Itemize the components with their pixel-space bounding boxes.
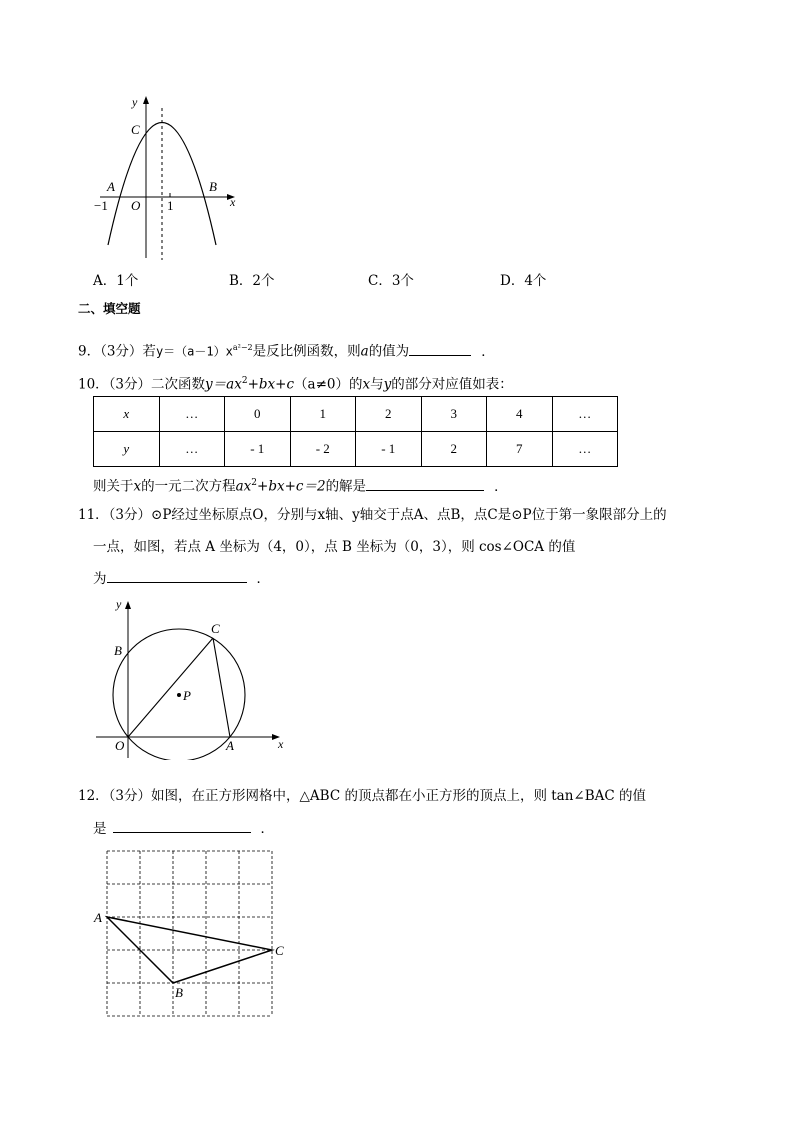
- table-cell: - 1: [356, 432, 422, 467]
- table-row-x: [94, 397, 618, 432]
- q11-line1: 11．（3分）⊙P经过坐标原点O，分别与x轴、y轴交于点A、点B，点C是⊙P位于第一象限部分上的: [78, 507, 667, 523]
- q10-q-a: 则关于: [93, 478, 134, 495]
- table-cell: - 2: [290, 432, 356, 467]
- q10-func: y＝ax: [205, 376, 242, 393]
- table-cell: 2: [421, 432, 487, 467]
- q10: [78, 372, 513, 394]
- q10-score: （3分）二次函数: [108, 376, 206, 393]
- q12-line2-text: 是: [93, 821, 107, 837]
- table-cell: y: [94, 432, 160, 467]
- q11-line3-text: 为: [93, 571, 107, 587]
- table-row-y: [94, 432, 618, 467]
- label-y: y: [132, 95, 138, 109]
- q10-sup: 2: [241, 376, 248, 386]
- q10-tail: 的部分对应值如表：: [391, 376, 513, 393]
- table-cell: x: [94, 397, 160, 432]
- section-title: 二、填空题: [78, 301, 141, 316]
- center-point: [177, 693, 181, 697]
- label-B: B: [209, 179, 217, 194]
- q10-x: x: [362, 376, 371, 393]
- q10-question: [93, 474, 508, 496]
- label-x: x: [230, 195, 236, 209]
- q9-tail: 是反比例函数，则: [252, 343, 361, 360]
- q11-answer-blank[interactable]: [107, 568, 247, 583]
- option-d: D．4个: [500, 273, 547, 289]
- q12-answer-blank[interactable]: [113, 818, 251, 833]
- grid-figure: [90, 845, 290, 1023]
- value-table: [93, 396, 618, 467]
- table-cell: 2: [356, 397, 422, 432]
- q9-tail2: 的值为: [368, 343, 410, 360]
- segment-CA: [213, 638, 230, 737]
- q10-q-eq: ax: [235, 478, 252, 495]
- label-C: C: [275, 943, 284, 958]
- circle-figure: [92, 594, 292, 760]
- option-a: A．1个: [93, 273, 139, 289]
- q10-y: y: [383, 376, 392, 393]
- q12-end: ．: [260, 821, 274, 837]
- parabola-figure: [90, 90, 250, 265]
- q10-answer-blank[interactable]: [366, 476, 484, 491]
- q9: [78, 339, 495, 361]
- table-cell: …: [552, 432, 618, 467]
- q10-q-x: x: [133, 478, 142, 495]
- q10-end: ．: [494, 478, 508, 495]
- q10-q-sup: 2: [251, 478, 258, 488]
- label-A: A: [226, 738, 234, 753]
- q12-line2: [93, 818, 274, 838]
- label-B: B: [114, 643, 122, 658]
- label-x: x: [278, 737, 284, 751]
- option-c: C．3个: [368, 273, 414, 289]
- table-cell: - 1: [225, 432, 291, 467]
- label-O: O: [131, 198, 141, 213]
- q9-exp: a²−2: [232, 343, 253, 352]
- label-C: C: [211, 621, 220, 636]
- label-A: A: [107, 179, 115, 194]
- label-B: B: [175, 985, 183, 1000]
- q10-mid: 与: [370, 376, 384, 393]
- q10-q-eq2: +bx+c＝2: [257, 478, 326, 495]
- q10-q-c: 的解是: [325, 478, 367, 495]
- label-one: 1: [167, 198, 174, 213]
- q10-num: 10．: [78, 376, 109, 393]
- q9-func: y＝（a－1）x: [155, 344, 233, 359]
- y-axis-arrow: [143, 96, 149, 104]
- label-neg1: −1: [94, 198, 108, 213]
- q12-line1: 12．（3分）如图，在正方形网格中，△ABC 的顶点都在小正方形的顶点上，则 tan∠BAC 的值: [78, 788, 647, 804]
- table-cell: 0: [225, 397, 291, 432]
- q9-var: a: [360, 343, 369, 360]
- q9-end: ．: [481, 343, 495, 360]
- label-C: C: [131, 122, 140, 137]
- q9-answer-blank[interactable]: [409, 341, 471, 356]
- option-b: B．2个: [229, 273, 275, 289]
- q10-cond: （a≠0）的: [294, 376, 363, 393]
- table-cell: 4: [487, 397, 553, 432]
- q10-q-b: 的一元二次方程: [141, 478, 236, 495]
- label-A: A: [94, 910, 102, 925]
- label-P: P: [183, 688, 191, 703]
- q11-line3: [93, 568, 270, 588]
- table-cell: 3: [421, 397, 487, 432]
- y-axis-arrow: [125, 601, 131, 609]
- table-cell: …: [552, 397, 618, 432]
- q9-score: （3分）若: [100, 343, 156, 360]
- label-O: O: [115, 738, 125, 753]
- table-cell: 1: [290, 397, 356, 432]
- label-y: y: [116, 597, 122, 611]
- q10-func2: +bx+c: [247, 376, 295, 393]
- table-cell: 7: [487, 432, 553, 467]
- segment-OC: [128, 638, 213, 737]
- q11-end: ．: [256, 571, 270, 587]
- table-cell: …: [159, 432, 225, 467]
- q9-num: 9．: [78, 343, 101, 360]
- q11-line2: 一点，如图，若点 A 坐标为（4，0），点 B 坐标为（0，3），则 cos∠OCA 的值: [93, 539, 576, 555]
- table-cell: …: [159, 397, 225, 432]
